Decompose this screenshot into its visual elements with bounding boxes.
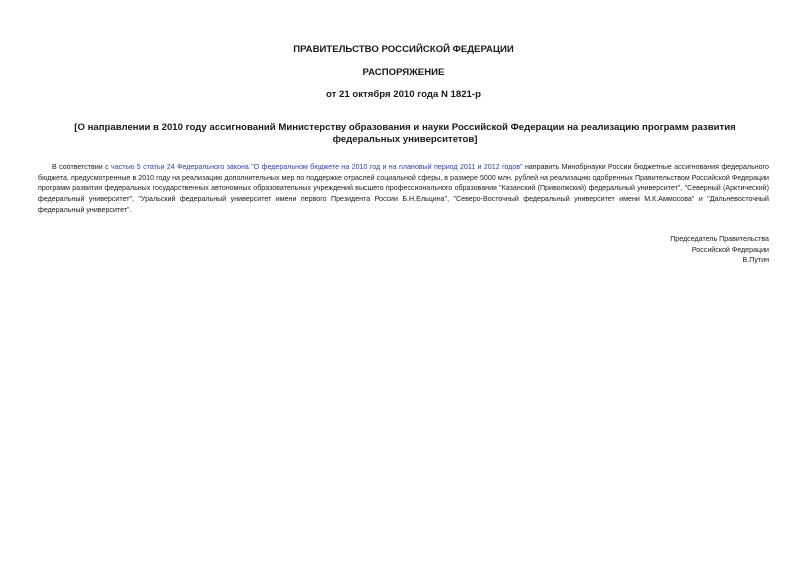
document-date-number: от 21 октября 2010 года N 1821-р bbox=[326, 89, 481, 100]
signature-name: В.Путин bbox=[742, 256, 769, 265]
document-subject: [О направлении в 2010 году ассигнований Министерству образования и науки Российской Федерации на реализацию программ развития федеральных университетов] bbox=[74, 122, 736, 145]
government-heading: ПРАВИТЕЛЬСТВО РОССИЙСКОЙ ФЕДЕРАЦИИ bbox=[293, 44, 514, 55]
signature-country: Российской Федерации bbox=[691, 245, 769, 254]
signature-position: Председатель Правительства bbox=[670, 235, 769, 243]
law-reference-link[interactable]: частью 5 статьи 24 Федерального закона "О федеральном бюджете на 2010 год и на плановый период 2011 и 2012 годов" bbox=[111, 163, 523, 171]
body-prefix: В соответствии с bbox=[52, 163, 111, 171]
body-suffix: направить Минобрнауки России бюджетные ассигнования федерального бюджета, предусмотренные в 2010 году на реализацию дополнительных мер по поддержке отраслей социальной сферы, в размере 5000 млн. рублей на реализацию одобренных Правительством Российской Федерации программ развития федеральных государственных автономных образовательных учреждений высшего профессионального образования "Казанский (Приволжский) федеральный университет", "Северный (Арктический) федеральный университет", "Уральский федеральный университет имени первого Президента России Б.Н.Ельцина", "Северо-Восточный федеральный университет имени М.К.Аммосова" и "Дальневосточный федеральный университет". bbox=[38, 163, 770, 214]
signature-block bbox=[670, 234, 769, 266]
document-body bbox=[38, 162, 769, 216]
document-type-heading: РАСПОРЯЖЕНИЕ bbox=[362, 67, 445, 78]
